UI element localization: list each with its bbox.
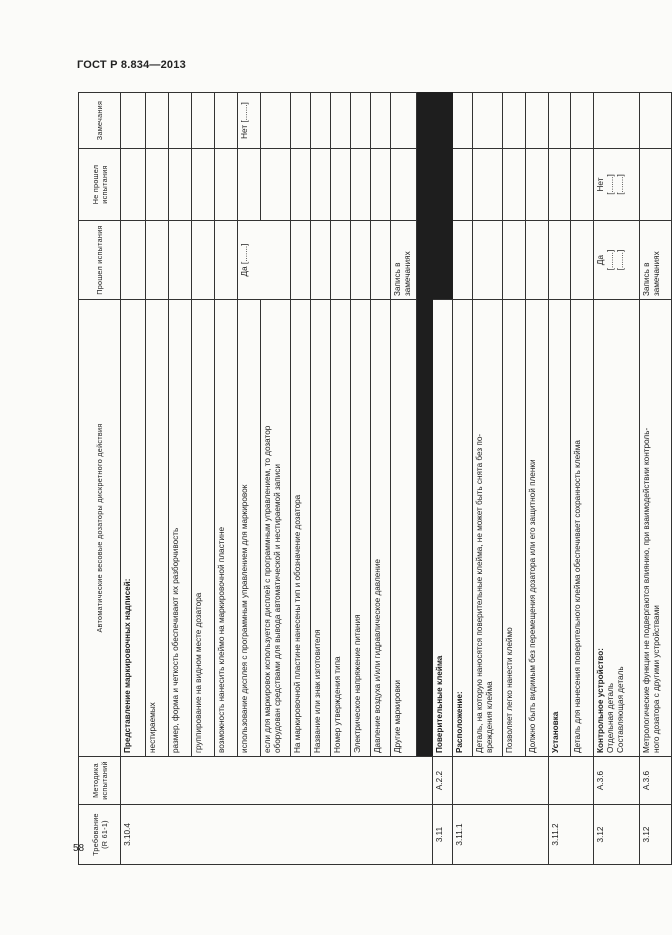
table-row [146, 93, 169, 865]
table-row [291, 93, 311, 865]
header-method: Методика испытаний [79, 757, 121, 805]
note-cell: Запись в замечаниях [391, 221, 417, 300]
yes-checkbox[interactable]: [.......] [605, 249, 615, 271]
table-row [192, 93, 215, 865]
table-row [639, 93, 671, 865]
table-row [371, 93, 391, 865]
rotated-table [78, 93, 661, 865]
list-item-line: Отдельная деталь [605, 682, 615, 753]
table-row [548, 93, 570, 865]
list-item: Номер утверждения типа [331, 300, 351, 757]
header-passed: Прошел испытания [79, 221, 121, 300]
list-item: группирование на видном месте дозатора [192, 300, 215, 757]
table-row [472, 93, 502, 865]
section-heading: Установка [548, 300, 570, 757]
row-divider [416, 93, 432, 149]
table-row [502, 93, 525, 865]
list-item-line: оборудован средствами для вывода автоматической и нестираемой записи [273, 464, 283, 753]
list-item: Позволяет легко нанести клеймо [502, 300, 525, 757]
list-item [593, 300, 639, 757]
list-item: возможность нанесить клеймо на маркировочной пластине [215, 300, 238, 757]
method-cell: А.3.6 [593, 757, 639, 805]
section-heading: Поверительные клейма [432, 300, 452, 757]
table-row [215, 93, 238, 865]
list-item: На маркировочной пластине нанесены тип и обозначение дозатора [291, 300, 311, 757]
no-label: Нет [595, 177, 605, 192]
table-row [452, 93, 472, 865]
requirement-cell: 3.12 [639, 805, 671, 865]
no-checkbox[interactable]: [.......] [616, 174, 625, 195]
header-failed: Не прошел испытания [79, 149, 121, 221]
list-item-line: Составляющая деталь [616, 666, 625, 753]
list-item: использование дисплея с программным управлением для маркировок [238, 300, 261, 757]
list-item-line: Деталь, на которую наносятся поверительные клейма, не может быть снята без по- [474, 433, 484, 753]
table-row [525, 93, 548, 865]
section-heading: Контрольное устройство: [595, 648, 605, 753]
requirement-cell: 3.11.2 [548, 805, 593, 865]
list-item-line: Метрологические функции не подвергаются влиянию, при взаимодействии контроль- [641, 427, 651, 753]
table-row [238, 93, 261, 865]
no-checkbox[interactable]: [.......] [605, 174, 615, 195]
list-item: Деталь для нанесения поверительного клейма обеспечивает сохранность клейма [570, 300, 593, 757]
yes-label: Да [595, 254, 605, 266]
header-remarks: Замечания [79, 93, 121, 149]
list-item [472, 300, 502, 757]
method-cell [121, 757, 433, 805]
table-row [121, 93, 146, 865]
yes-checkbox-group[interactable] [593, 221, 639, 300]
table-row [261, 93, 291, 865]
method-cell [548, 757, 593, 805]
method-cell [452, 757, 548, 805]
row-divider [416, 300, 432, 757]
table-row [391, 93, 417, 865]
table-row [570, 93, 593, 865]
rotated-table-area [78, 93, 661, 865]
table-header-row [79, 93, 121, 865]
document-title: ГОСТ Р 8.834—2013 [77, 59, 186, 71]
list-item: размер, форма и четкость обеспечивают их разборчивость [169, 300, 192, 757]
section-heading: Представление маркировочных надписей: [121, 300, 146, 757]
list-item-line: ного дозатора с другими устройствами [651, 605, 661, 753]
yes-checkbox[interactable]: Да [.......] [238, 221, 291, 300]
list-item [639, 300, 671, 757]
requirement-cell: 3.11 [432, 805, 452, 865]
row-divider [416, 149, 432, 221]
list-item-line: если для маркировок используется дисплей с программным управлением, то дозатор [263, 425, 272, 753]
table-row [331, 93, 351, 865]
list-item [261, 300, 291, 757]
header-requirement: Требование (R 61-1) [79, 805, 121, 865]
requirement-cell: 3.11.1 [452, 805, 548, 865]
note-cell: Запись в замечаниях [639, 221, 671, 300]
page-number: 58 [73, 843, 85, 854]
header-description: Автоматические весовые дозаторы дискретного действия [79, 300, 121, 757]
list-item: Другие маркировки [391, 300, 417, 757]
requirement-cell: 3.10.4 [121, 805, 433, 865]
requirement-cell: 3.12 [593, 805, 639, 865]
no-checkbox[interactable]: Нет [.......] [238, 93, 261, 149]
list-item: Должно быть видимым без перемещения дозатора или его защитной пленки [525, 300, 548, 757]
list-item: Электрическое напряжение питания [351, 300, 371, 757]
section-heading: Расположение: [452, 300, 472, 757]
table-row [169, 93, 192, 865]
list-item: Название или знак изготовителя [311, 300, 331, 757]
list-item: нестираемых [146, 300, 169, 757]
table-row [416, 93, 432, 865]
table-row [311, 93, 331, 865]
test-report-table [78, 92, 672, 865]
yes-checkbox[interactable]: [.......] [616, 249, 625, 271]
row-divider [416, 221, 432, 300]
no-checkbox-group[interactable] [593, 149, 639, 221]
table-row [351, 93, 371, 865]
list-item: Давление воздуха и/или гидравлическое давление [371, 300, 391, 757]
list-item-line: вреждения клейма [484, 681, 494, 753]
table-row [593, 93, 639, 865]
table-row [432, 93, 452, 865]
method-cell: А.3.6 [639, 757, 671, 805]
method-cell: А.2.2 [432, 757, 452, 805]
